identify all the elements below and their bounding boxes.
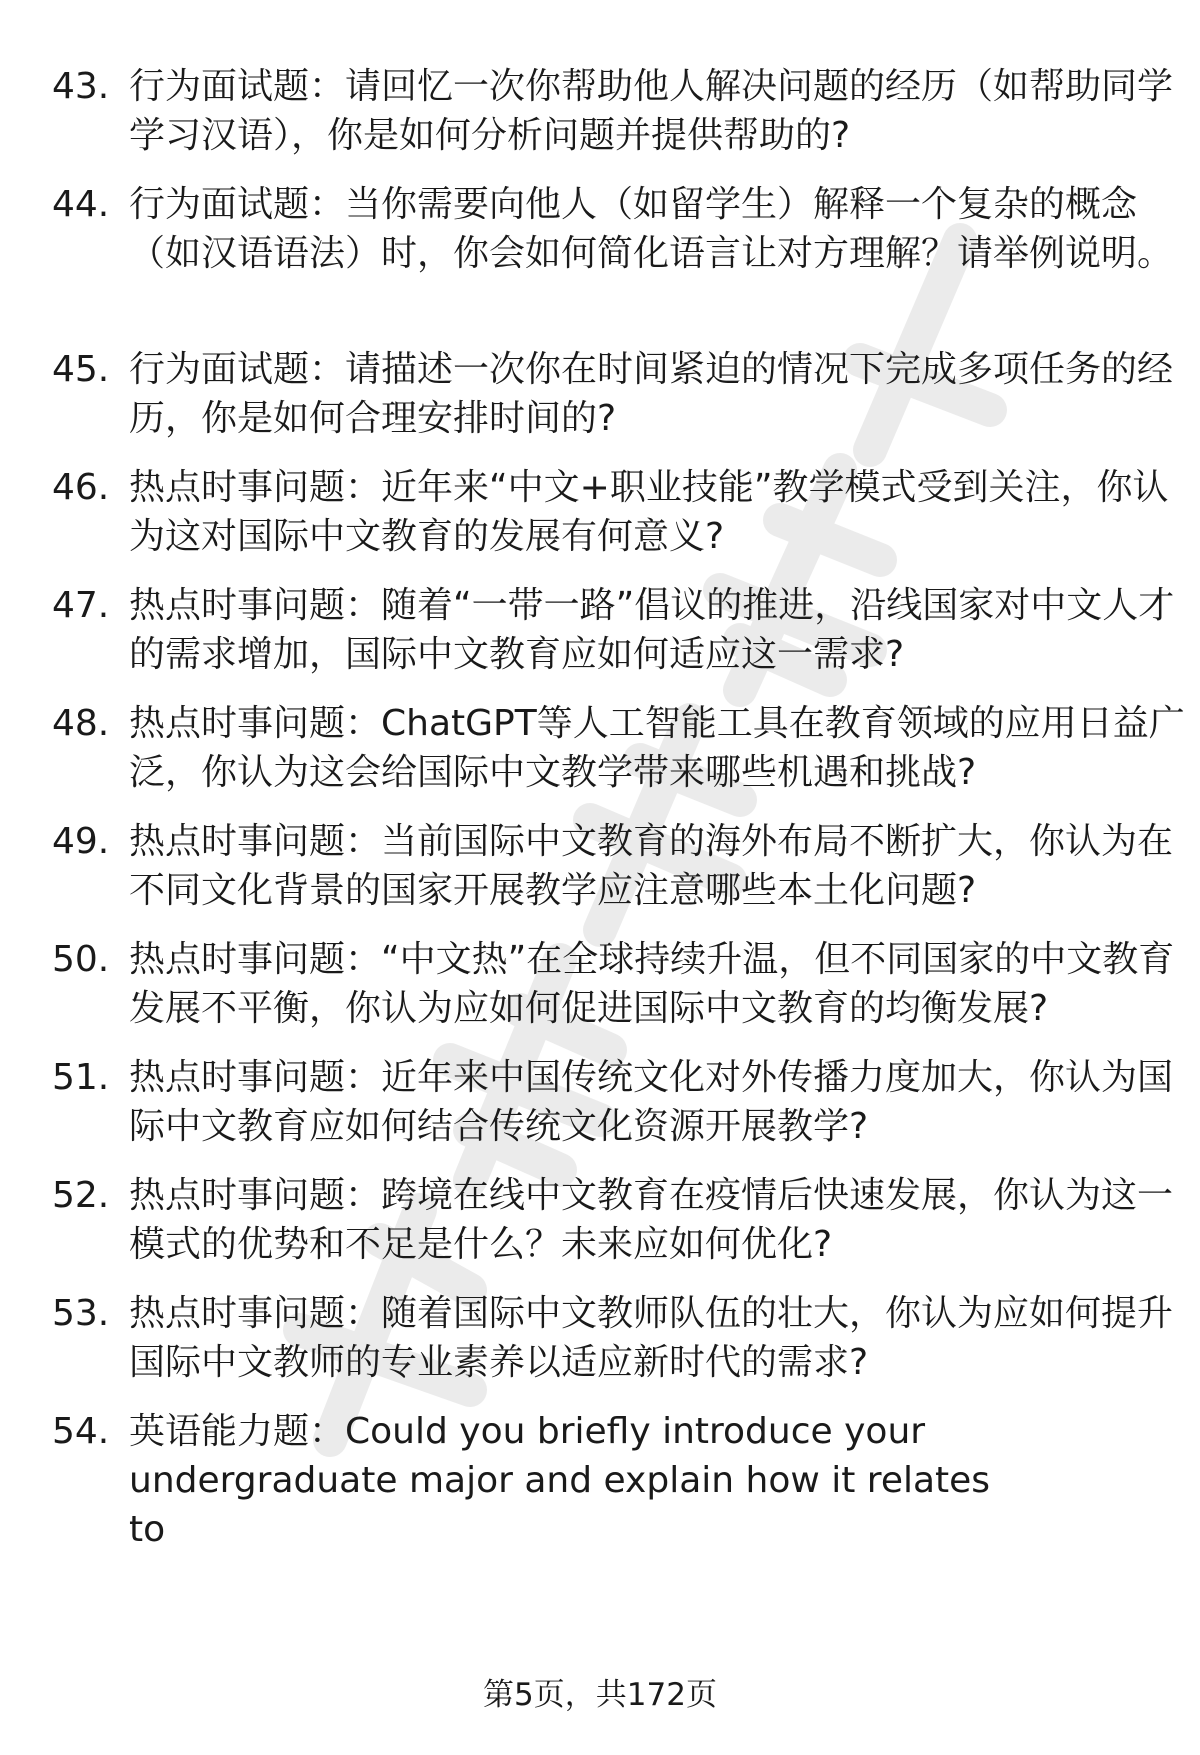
question-item	[52, 699, 1185, 797]
question-number: 44.	[52, 184, 110, 225]
question-item	[52, 62, 1174, 160]
question-text: 热点时事问题：当前国际中文教育的海外布局不断扩大，你认为在不同文化背景的国家开展教学应注意哪些本土化问题?	[129, 821, 1174, 911]
question-number: 53.	[52, 1293, 110, 1334]
question-number: 43.	[52, 66, 110, 107]
question-number: 47.	[52, 585, 110, 626]
question-text: 热点时事问题：“中文热”在全球持续升温，但不同国家的中文教育发展不平衡，你认为应如何促进国际中文教育的均衡发展?	[129, 939, 1175, 1029]
question-number: 50.	[52, 939, 110, 980]
question-text: 热点时事问题：随着国际中文教师队伍的壮大，你认为应如何提升国际中文教师的专业素养以适应新时代的需求?	[129, 1293, 1174, 1383]
question-text: 英语能力题：Could you briefly introduce your undergraduate major and explain how it relates to	[129, 1411, 991, 1550]
question-text: 行为面试题：请描述一次你在时间紧迫的情况下完成多项任务的经历，你是如何合理安排时间的?	[129, 349, 1174, 439]
question-text: 热点时事问题：近年来中国传统文化对外传播力度加大，你认为国际中文教育应如何结合传统文化资源开展教学?	[129, 1057, 1174, 1147]
question-item	[52, 581, 1175, 679]
question-item	[52, 1171, 1174, 1269]
question-number: 49.	[52, 821, 110, 862]
question-text: 行为面试题：当你需要向他人（如留学生）解释一个复杂的概念（如汉语语法）时，你会如何简化语言让对方理解？请举例说明。	[129, 184, 1174, 274]
question-number: 46.	[52, 467, 110, 508]
question-number: 45.	[52, 349, 110, 390]
question-text: 热点时事问题：随着“一带一路”倡议的推进，沿线国家对中文人才的需求增加，国际中文教育应如何适应这一需求?	[129, 585, 1175, 675]
question-number: 52.	[52, 1175, 110, 1216]
question-text: 热点时事问题：ChatGPT等人工智能工具在教育领域的应用日益广泛，你认为这会给国际中文教学带来哪些机遇和挑战?	[129, 703, 1185, 793]
question-number: 51.	[52, 1057, 110, 1098]
question-number: 54.	[52, 1411, 110, 1452]
question-item	[52, 1289, 1174, 1387]
question-item	[52, 345, 1174, 443]
question-item	[52, 180, 1174, 278]
question-item	[52, 463, 1169, 561]
question-item	[52, 817, 1174, 915]
question-text: 行为面试题：请回忆一次你帮助他人解决问题的经历（如帮助同学学习汉语），你是如何分析问题并提供帮助的?	[129, 66, 1174, 156]
question-text: 热点时事问题：近年来“中文+职业技能”教学模式受到关注，你认为这对国际中文教育的发展有何意义?	[129, 467, 1169, 557]
question-item	[52, 1407, 1152, 1554]
question-text: 热点时事问题：跨境在线中文教育在疫情后快速发展，你认为这一模式的优势和不足是什么？未来应如何优化?	[129, 1175, 1174, 1265]
page-number-footer: 第5页，共172页	[483, 1677, 717, 1713]
question-item	[52, 935, 1175, 1033]
question-item	[52, 1053, 1174, 1151]
question-number: 48.	[52, 703, 110, 744]
